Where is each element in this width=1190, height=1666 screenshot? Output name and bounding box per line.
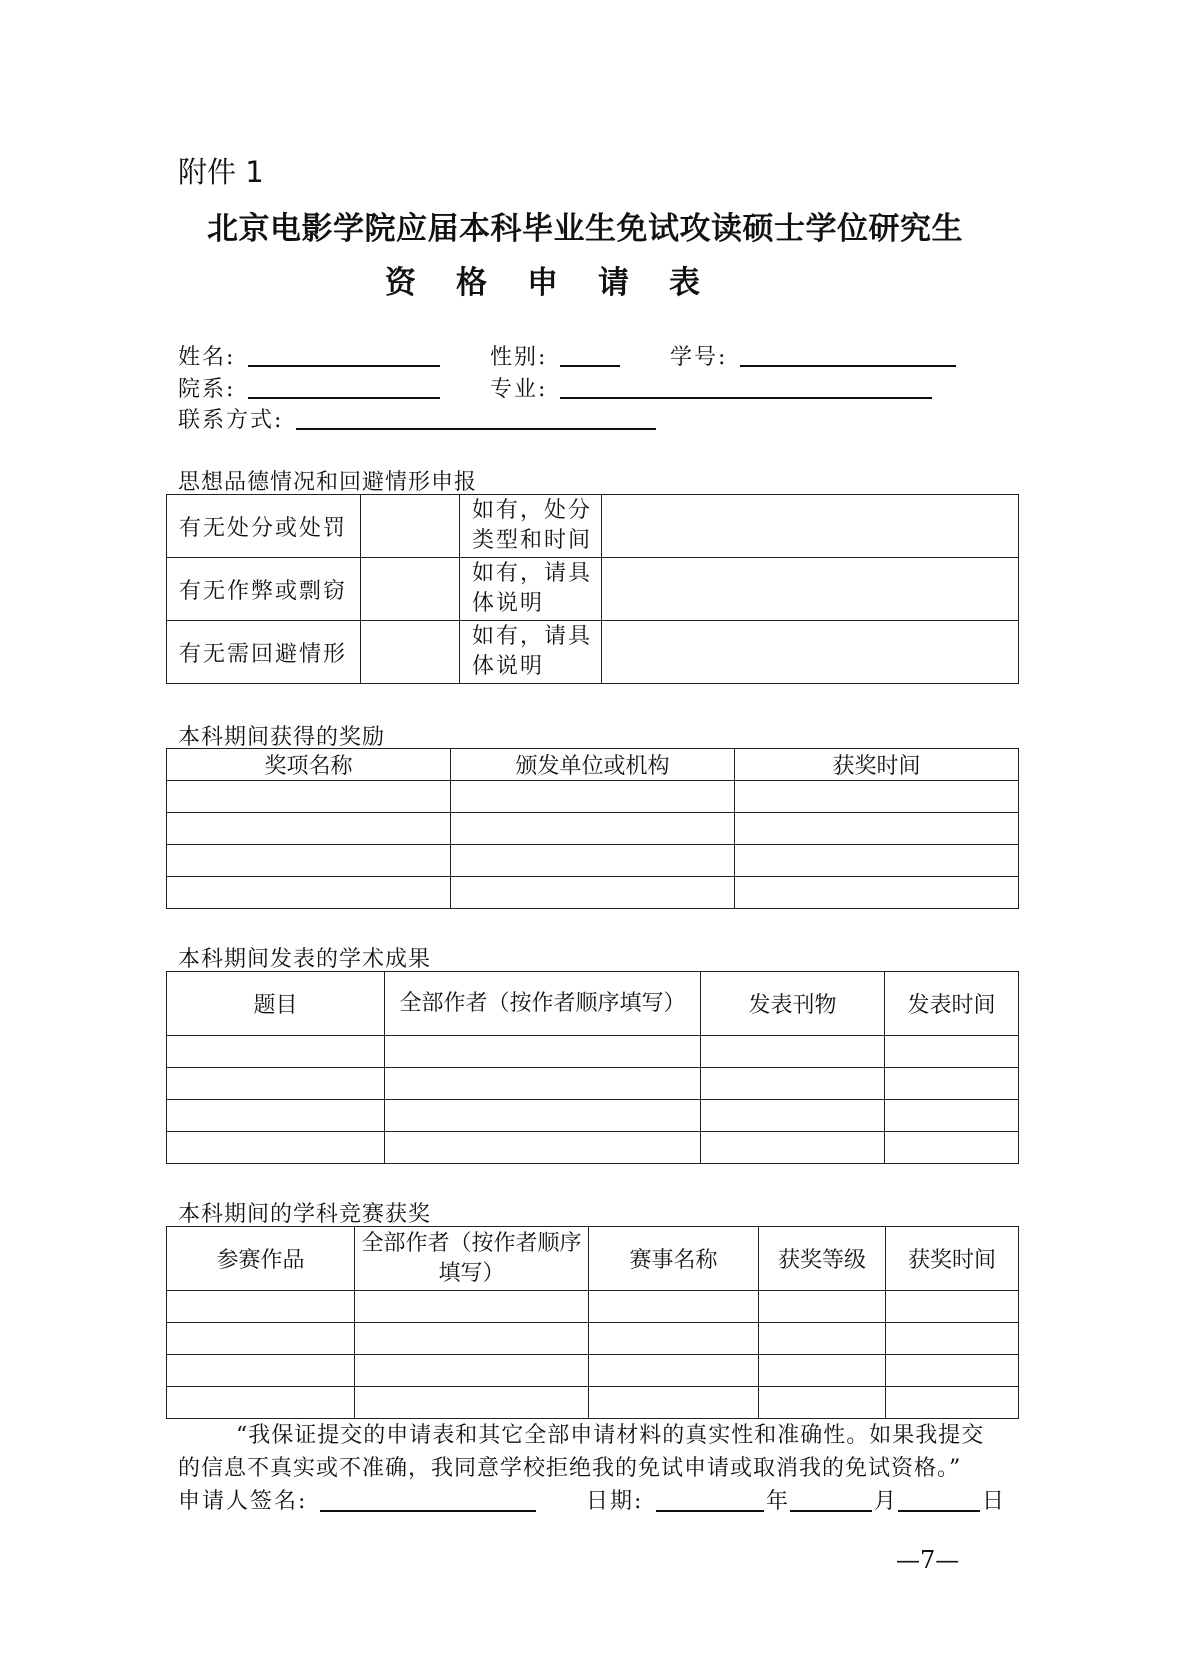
year-label: 年	[766, 1489, 791, 1514]
conduct-item: 有无需回避情形	[167, 621, 361, 684]
student-id-label: 学号:	[670, 345, 728, 370]
table-row	[167, 1036, 1019, 1068]
page-number: —7—	[896, 1546, 960, 1574]
attachment-label: 附件 1	[178, 155, 264, 189]
table-header-row	[167, 972, 1019, 1036]
table-cell[interactable]	[451, 877, 735, 909]
year-blank[interactable]	[656, 1510, 764, 1512]
month-blank[interactable]	[790, 1510, 872, 1512]
table-cell[interactable]	[759, 1355, 886, 1387]
table-row	[167, 1291, 1019, 1323]
table-cell[interactable]	[451, 781, 735, 813]
table-cell[interactable]	[735, 877, 1019, 909]
table-cell[interactable]	[167, 1036, 385, 1068]
department-blank[interactable]	[248, 397, 440, 399]
table-cell[interactable]	[589, 1355, 759, 1387]
table-cell[interactable]	[886, 1387, 1019, 1419]
table-row	[167, 781, 1019, 813]
table-cell[interactable]	[735, 781, 1019, 813]
column-header: 题目	[167, 972, 385, 1036]
table-cell[interactable]	[355, 1291, 589, 1323]
publications-heading: 本科期间发表的学术成果	[178, 947, 432, 972]
major-label: 专业:	[490, 377, 548, 402]
table-cell[interactable]	[167, 1291, 355, 1323]
table-row	[167, 558, 1019, 621]
conduct-answer-cell[interactable]	[361, 558, 460, 621]
table-cell[interactable]	[167, 1387, 355, 1419]
name-label: 姓名:	[178, 345, 236, 370]
table-cell[interactable]	[886, 1355, 1019, 1387]
table-cell[interactable]	[167, 1132, 385, 1164]
table-cell[interactable]	[451, 813, 735, 845]
conduct-note: 如有，请具体说明	[460, 558, 602, 621]
department-label: 院系:	[178, 377, 236, 402]
column-header: 颁发单位或机构	[451, 749, 735, 781]
table-cell[interactable]	[886, 1291, 1019, 1323]
table-row	[167, 1132, 1019, 1164]
table-cell[interactable]	[167, 1323, 355, 1355]
conduct-table	[166, 494, 1019, 684]
conduct-detail-cell[interactable]	[602, 621, 1019, 684]
conduct-item: 有无作弊或剽窃	[167, 558, 361, 621]
table-row	[167, 495, 1019, 558]
table-row	[167, 877, 1019, 909]
date-label: 日期:	[586, 1489, 644, 1514]
table-cell[interactable]	[385, 1068, 701, 1100]
conduct-answer-cell[interactable]	[361, 621, 460, 684]
table-cell[interactable]	[167, 845, 451, 877]
table-cell[interactable]	[385, 1036, 701, 1068]
day-blank[interactable]	[898, 1510, 980, 1512]
table-cell[interactable]	[759, 1291, 886, 1323]
conduct-answer-cell[interactable]	[361, 495, 460, 558]
table-row	[167, 813, 1019, 845]
conduct-detail-cell[interactable]	[602, 495, 1019, 558]
contact-label: 联系方式:	[178, 408, 284, 433]
table-cell[interactable]	[385, 1132, 701, 1164]
table-cell[interactable]	[735, 845, 1019, 877]
conduct-item: 有无处分或处罚	[167, 495, 361, 558]
column-header: 全部作者（按作者顺序填写）	[355, 1227, 589, 1291]
table-cell[interactable]	[385, 1100, 701, 1132]
publications-table	[166, 971, 1019, 1164]
declaration-line-1: “我保证提交的申请表和其它全部申请材料的真实性和准确性。如果我提交	[236, 1423, 985, 1448]
form-subtitle: 资格申请表	[385, 265, 740, 301]
column-header: 发表时间	[885, 972, 1019, 1036]
form-title	[0, 203, 1190, 248]
table-cell[interactable]	[589, 1387, 759, 1419]
signature-label: 申请人签名:	[178, 1489, 308, 1514]
form-title-text: 北京电影学院应届本科毕业生免试攻读硕士学位研究生	[207, 211, 963, 247]
table-cell[interactable]	[167, 1100, 385, 1132]
declaration-line-2: 的信息不真实或不准确，我同意学校拒绝我的免试申请或取消我的免试资格。”	[178, 1456, 962, 1481]
column-header: 参赛作品	[167, 1227, 355, 1291]
gender-blank[interactable]	[560, 365, 620, 367]
table-row	[167, 1323, 1019, 1355]
column-header: 赛事名称	[589, 1227, 759, 1291]
column-header: 奖项名称	[167, 749, 451, 781]
awards-heading: 本科期间获得的奖励	[178, 725, 386, 750]
table-cell[interactable]	[355, 1355, 589, 1387]
conduct-note: 如有，处分类型和时间	[460, 495, 602, 558]
table-row	[167, 1387, 1019, 1419]
table-cell[interactable]	[701, 1132, 885, 1164]
table-cell[interactable]	[885, 1132, 1019, 1164]
conduct-note: 如有，请具体说明	[460, 621, 602, 684]
column-header: 全部作者（按作者顺序填写）	[385, 972, 701, 1036]
contact-blank[interactable]	[296, 428, 656, 430]
table-cell[interactable]	[886, 1323, 1019, 1355]
table-cell[interactable]	[759, 1323, 886, 1355]
competitions-heading: 本科期间的学科竞赛获奖	[178, 1202, 432, 1227]
table-row	[167, 1355, 1019, 1387]
table-cell[interactable]	[885, 1068, 1019, 1100]
table-row	[167, 621, 1019, 684]
table-cell[interactable]	[451, 845, 735, 877]
table-cell[interactable]	[167, 1355, 355, 1387]
table-cell[interactable]	[701, 1036, 885, 1068]
table-header-row	[167, 749, 1019, 781]
competitions-table	[166, 1226, 1019, 1419]
table-header-row	[167, 1227, 1019, 1291]
major-blank[interactable]	[560, 397, 932, 399]
awards-table	[166, 748, 1019, 909]
table-cell[interactable]	[167, 813, 451, 845]
month-label: 月	[874, 1489, 899, 1514]
table-row	[167, 1100, 1019, 1132]
table-cell[interactable]	[701, 1068, 885, 1100]
table-cell[interactable]	[701, 1100, 885, 1132]
table-cell[interactable]	[589, 1291, 759, 1323]
name-blank[interactable]	[248, 365, 440, 367]
day-label: 日	[982, 1489, 1007, 1514]
table-cell[interactable]	[885, 1100, 1019, 1132]
table-cell[interactable]	[167, 781, 451, 813]
column-header: 发表刊物	[701, 972, 885, 1036]
conduct-heading: 思想品德情况和回避情形申报	[178, 470, 478, 495]
table-cell[interactable]	[167, 877, 451, 909]
table-cell[interactable]	[759, 1387, 886, 1419]
table-row	[167, 1068, 1019, 1100]
column-header: 获奖等级	[759, 1227, 886, 1291]
table-cell[interactable]	[589, 1323, 759, 1355]
gender-label: 性别:	[490, 345, 548, 370]
table-row	[167, 845, 1019, 877]
table-cell[interactable]	[355, 1387, 589, 1419]
signature-blank[interactable]	[320, 1510, 536, 1512]
table-cell[interactable]	[885, 1036, 1019, 1068]
table-cell[interactable]	[355, 1323, 589, 1355]
column-header: 获奖时间	[735, 749, 1019, 781]
table-cell[interactable]	[735, 813, 1019, 845]
conduct-detail-cell[interactable]	[602, 558, 1019, 621]
table-cell[interactable]	[167, 1068, 385, 1100]
student-id-blank[interactable]	[740, 365, 956, 367]
column-header: 获奖时间	[886, 1227, 1019, 1291]
